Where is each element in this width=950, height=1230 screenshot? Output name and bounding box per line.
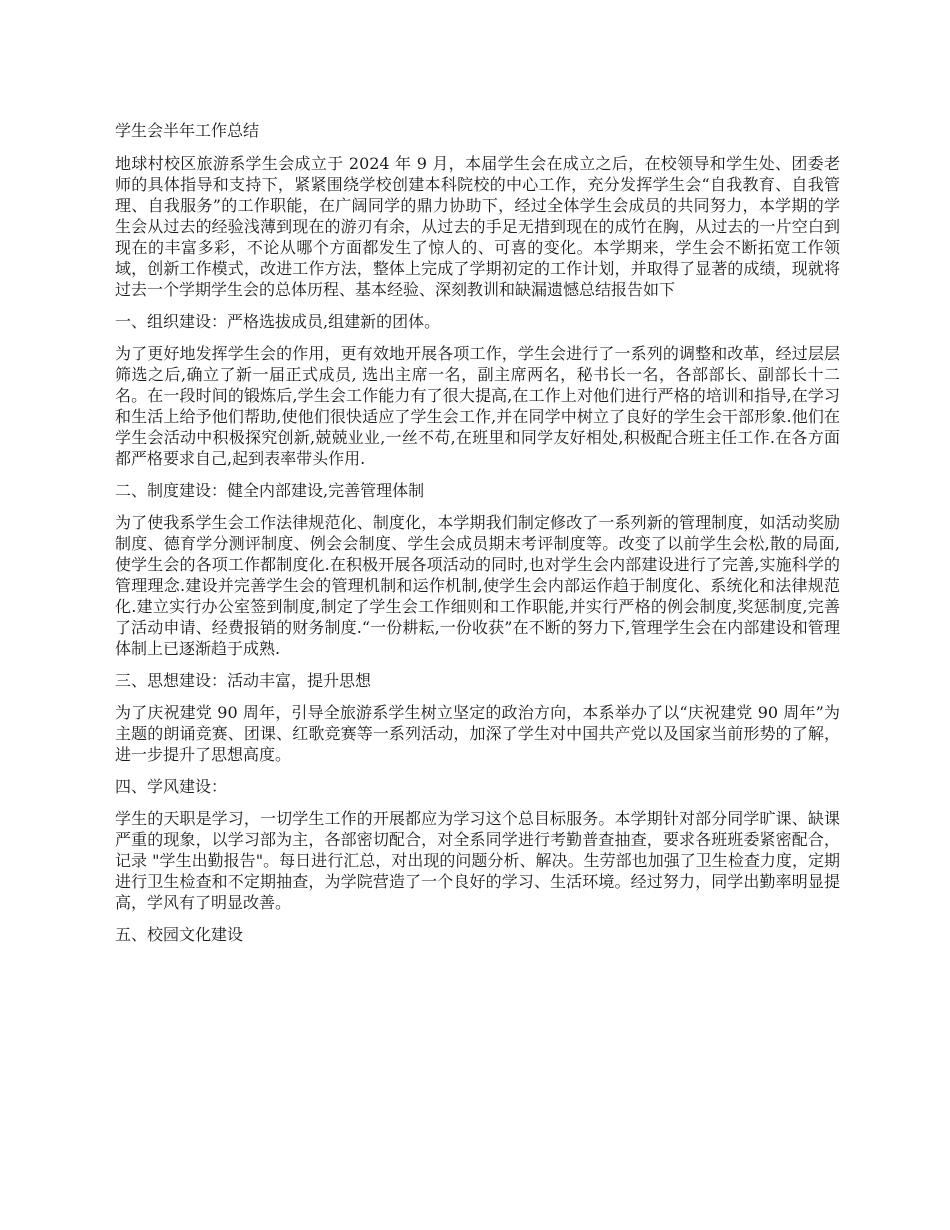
section-heading-study-style: 四、学风建设： xyxy=(115,777,228,796)
section-heading-campus-culture: 五、校园文化建设 xyxy=(115,925,244,944)
document-title: 学生会半年工作总结 xyxy=(115,121,260,140)
document-page xyxy=(115,120,840,956)
section-heading-system: 二、制度建设：健全内部建设,完善管理体制 xyxy=(115,481,425,500)
section-heading-ideology: 三、思想建设：活动丰富，提升思想 xyxy=(115,671,372,690)
section-body-organization: 为了更好地发挥学生会的作用，更有效地开展各项工作，学生会进行了一系列的调整和改革，经过层层筛选之后,确立了新一届正式成员, 选出主席一名，副主席两名，秘书长一名，各部部长、副部长十二名。在一段时间的锻炼后,学生会工作能力有了很大提高,在工作上对他们进行严格的培训和指导,在学习和生活上给予他们帮助,使他们很快适应了学生会工作,并在同学中树立了良好的学生会干部形象.他们在学生会活动中积极探究创新,兢兢业业,一丝不苟,在班里和同学友好相处,积极配合班主任工作.在各方面都严格要求自己,起到表率带头作用. xyxy=(115,344,840,468)
section-body-ideology: 为了庆祝建党 90 周年，引导全旅游系学生树立坚定的政治方向，本系举办了以“庆祝建党 90 周年”为主题的朗诵竞赛、团课、红歌竞赛等一系列活动，加深了学生对中国共产党以及国家当前形势的了解，进一步提升了思想高度。 xyxy=(115,703,840,764)
intro-paragraph: 地球村校区旅游系学生会成立于 2024 年 9 月，本届学生会在成立之后，在校领导和学生处、团委老师的具体指导和支持下，紧紧围绕学校创建本科院校的中心工作，充分发挥学生会“自我教育、自我管理、自我服务”的工作职能，在广阔同学的鼎力协助下，经过全体学生会成员的共同努力，本学期的学生会从过去的经验浅薄到现在的游刃有余，从过去的手足无措到现在的成竹在胸，从过去的一片空白到现在的丰富多彩，不论从哪个方面都发生了惊人的、可喜的变化。本学期来，学生会不断拓宽工作领域，创新工作模式，改进工作方法，整体上完成了学期初定的工作计划，并取得了显著的成绩，现就将过去一个学期学生会的总体历程、基本经验、深刻教训和缺漏遗憾总结报告如下 xyxy=(115,154,840,299)
section-body-study-style: 学生的天职是学习，一切学生工作的开展都应为学习这个总目标服务。本学期针对部分同学旷课、缺课严重的现象，以学习部为主，各部密切配合，对全系同学进行考勤普查抽查，要求各班班委紧密配合，记录 "学生出勤报告"。每日进行汇总，对出现的问题分析、解决。生劳部也加强了卫生检查力度，定期进行卫生检查和不定期抽查，为学院营造了一个良好的学习、生活环境。经过努力，同学出勤率明显提高，学风有了明显改善。 xyxy=(115,809,840,912)
section-body-system: 为了使我系学生会工作法律规范化、制度化，本学期我们制定修改了一系列新的管理制度，如活动奖励制度、德育学分测评制度、例会会制度、学生会成员期末考评制度等。改变了以前学生会松,散的局面,使学生会的各项工作都制度化.在积极开展各项活动的同时,也对学生会内部建设进行了完善,实施科学的管理理念.建设并完善学生会的管理机制和运作机制,使学生会内部运作趋于制度化、系统化和法律规范化.建立实行办公室签到制度,制定了学生会工作细则和工作职能,并实行严格的例会制度,奖惩制度,完善了活动申请、经费报销的财务制度.“一份耕耘,一份收获”在不断的努力下,管理学生会在内部建设和管理体制上已逐渐趋于成熟. xyxy=(115,513,840,658)
section-heading-organization: 一、组织建设：严格选拔成员,组建新的团体。 xyxy=(115,312,441,331)
